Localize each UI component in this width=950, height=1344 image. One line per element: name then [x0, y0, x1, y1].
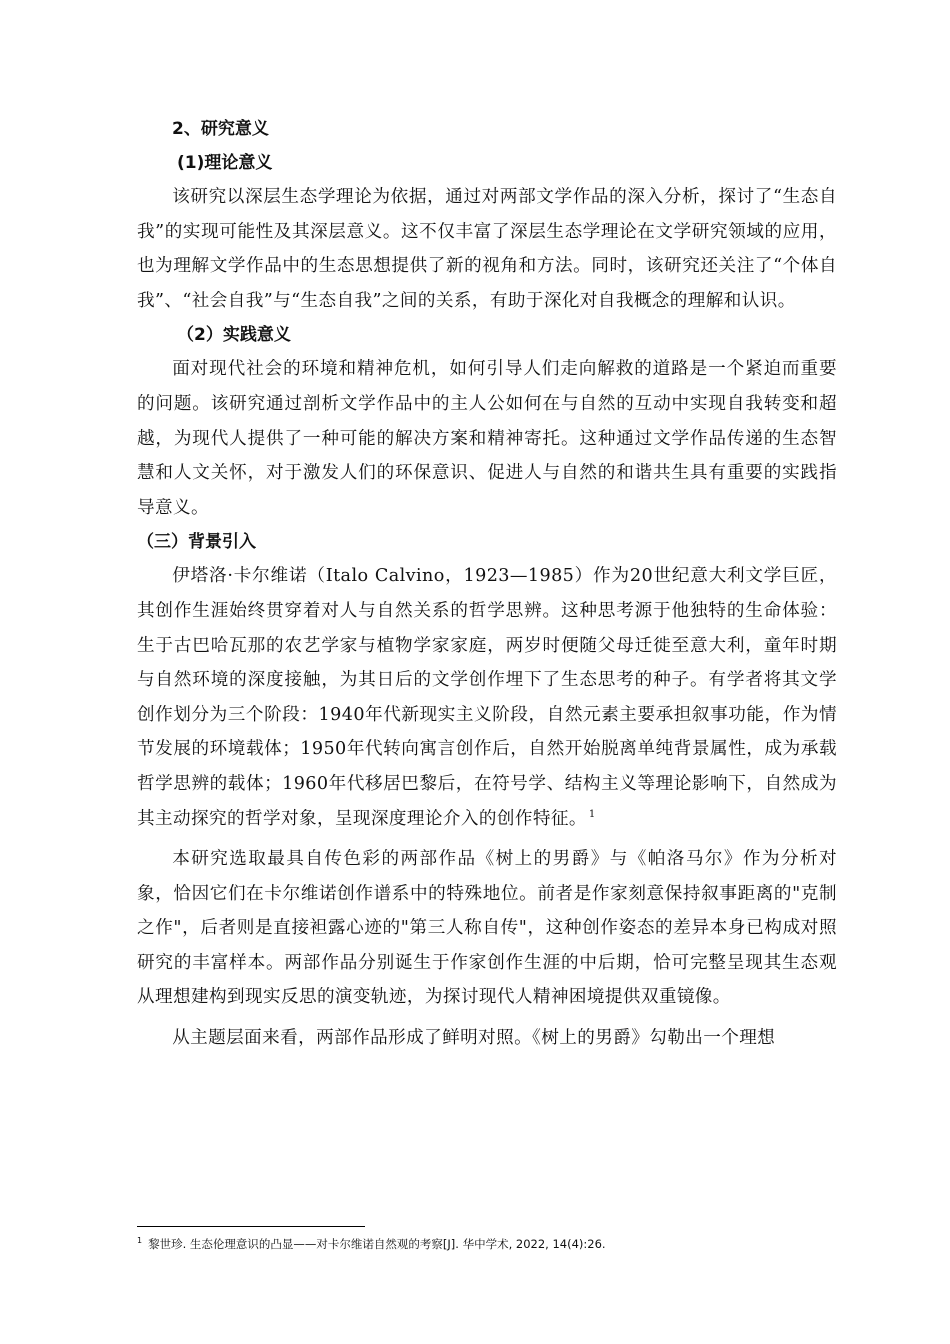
- footnote-divider: [137, 1226, 365, 1227]
- paragraph-background-calvino: [137, 559, 837, 836]
- section-heading-research-significance: 2、研究意义: [172, 119, 269, 139]
- footnote-mark: 1: [137, 1236, 143, 1246]
- footnote-reference[interactable]: 1: [588, 808, 596, 820]
- paragraph-theoretical-significance: 该研究以深层生态学理论为依据，通过对两部文学作品的深入分析，探讨了“生态自我”的实现可能性及其深层意义。这不仅丰富了深层生态学理论在文学研究领域的应用，也为理解文学作品中的生态思想提供了新的视角和方法。同时，该研究还关注了“个体自我”、“社会自我”与“生态自我”之间的关系，有助于深化对自我概念的理解和认识。: [137, 187, 837, 311]
- paragraph-background-calvino-text: 伊塔洛·卡尔维诺（Italo Calvino，1923—1985）作为20世纪意大利文学巨匠，其创作生涯始终贯穿着对人与自然关系的哲学思辨。这种思考源于他独特的生命体验：生于古巴哈瓦那的农艺学家与植物学家家庭，两岁时便随父母迁徙至意大利，童年时期与自然环境的深度接触，为其日后的文学创作埋下了生态思考的种子。有学者将其文学创作划分为三个阶段：1940年代新现实主义阶段，自然元素主要承担叙事功能，作为情节发展的环境载体；1950年代转向寓言创作后，自然开始脱离单纯背景属性，成为承载哲学思辨的载体；1960年代移居巴黎后，在符号学、结构主义等理论影响下，自然成为其主动探究的哲学对象，呈现深度理论介入的创作特征。: [137, 566, 837, 829]
- subheading-theoretical-significance: (1)理论意义: [177, 153, 273, 173]
- subheading-practical-significance: （2）实践意义: [177, 325, 291, 346]
- paragraph-theme-contrast: 从主题层面来看，两部作品形成了鲜明对照。《树上的男爵》勾勒出一个理想: [172, 1028, 776, 1049]
- paragraph-practical-significance: 面对现代社会的环境和精神危机，如何引导人们走向解救的道路是一个紧迫而重要的问题。该研究通过剖析文学作品中的主人公如何在与自然的互动中实现自我转变和超越，为现代人提供了一种可能的解决方案和精神寄托。这种通过文学作品传递的生态智慧和人文关怀，对于激发人们的环保意识、促进人与自然的和谐共生具有重要的实践指导意义。: [137, 359, 837, 518]
- footnote-text: 黎世珍. 生态伦理意识的凸显——对卡尔维诺自然观的考察[J]. 华中学术, 2022, 14(4):26.: [148, 1237, 606, 1251]
- body-text: [137, 112, 837, 1056]
- footnote: [137, 1234, 857, 1254]
- paragraph-selected-works: 本研究选取最具自传色彩的两部作品《树上的男爵》与《帕洛马尔》作为分析对象，恰因它们在卡尔维诺创作谱系中的特殊地位。前者是作家刻意保持叙事距离的"克制之作"，后者则是直接袒露心迹的"第三人称自传"，这种创作姿态的差异本身已构成对照研究的丰富样本。两部作品分别诞生于作家创作生涯的中后期，恰可完整呈现其生态观从理想建构到现实反思的演变轨迹，为探讨现代人精神困境提供双重镜像。: [137, 849, 837, 1008]
- section-heading-background: （三）背景引入: [137, 532, 256, 553]
